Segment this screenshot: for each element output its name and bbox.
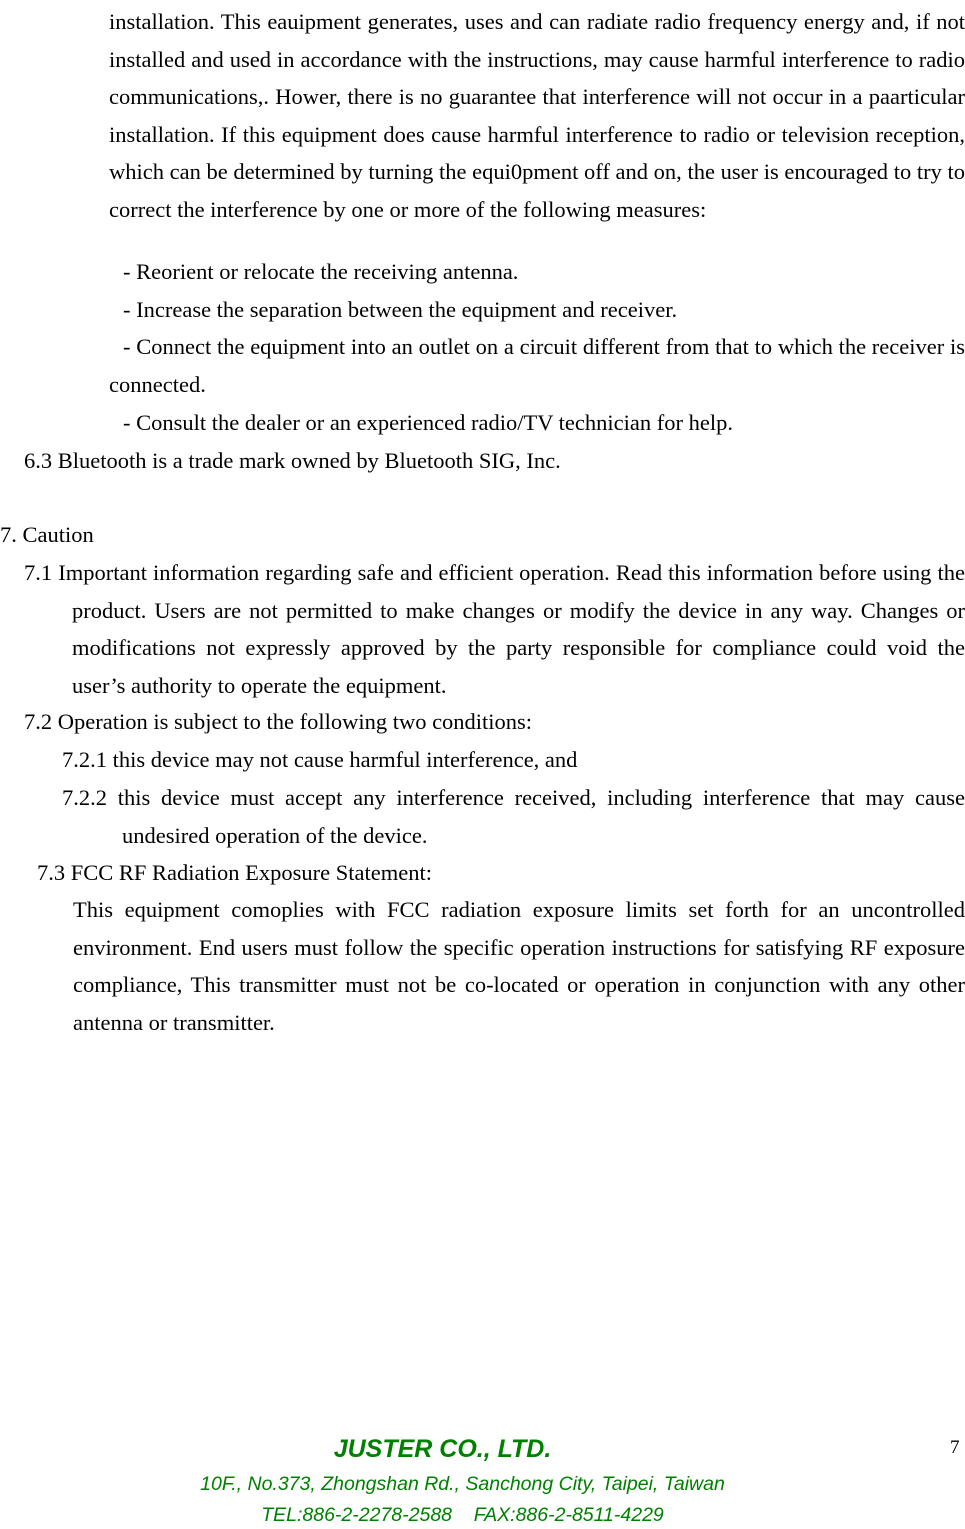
item-7-2-1: 7.2.1 this device may not cause harmful interference, and <box>62 747 578 772</box>
footer-address: 10F., No.373, Zhongshan Rd., Sanchong City, Taipei, Taiwan <box>200 1473 725 1495</box>
item-7-2: 7.2 Operation is subject to the following two conditions: <box>24 709 533 734</box>
measure-item: - Connect the equipment into an outlet on a circuit different from that to which the receiver is connected. <box>109 334 965 397</box>
measure-item: - Consult the dealer or an experienced radio/TV technician for help. <box>123 410 733 435</box>
item-7-3-body: This equipment comoplies with FCC radiation exposure limits set forth for an uncontrolled environment. End users must follow the specific operation instructions for satisfying RF exposure compliance, This transmitter must not be co-located or operation in conjunction with any other antenna or transmitter. <box>73 897 965 1035</box>
fcc-interference-paragraph: installation. This eauipment generates, uses and can radiate radio frequency energy and, if not installed and used in accordance with the instructions, may cause harmful interference to radio communications,. Hower, there is no guarantee that interference will not occur in a paarticular installation. If this equipment does cause harmful interference to radio or television reception, which can be determined by turning the equi0pment off and on, the user is encouraged to try to correct the interference by one or more of the following measures: <box>109 9 965 222</box>
item-7-2-2: 7.2.2 this device must accept any interference received, including interference that may cause undesired operation of the device. <box>62 785 965 848</box>
footer-contact: TEL:886-2-2278-2588 FAX:886-2-8511-4229 <box>261 1504 664 1526</box>
measure-item: - Reorient or relocate the receiving antenna. <box>123 259 519 284</box>
footer-company-name: JUSTER CO., LTD. <box>333 1435 552 1463</box>
measure-item: - Increase the separation between the equipment and receiver. <box>123 297 678 322</box>
item-6-3-bluetooth: 6.3 Bluetooth is a trade mark owned by Bluetooth SIG, Inc. <box>24 448 561 473</box>
page-number: 7 <box>950 1437 960 1458</box>
item-7-1: 7.1 Important information regarding safe and efficient operation. Read this information before using the product. Users are not permitted to make changes or modify the device in any way. Changes or modifications not expressly approved by the party responsible for compliance could void the user’s authority to operate the equipment. <box>24 560 965 698</box>
item-7-3-heading: 7.3 FCC RF Radiation Exposure Statement: <box>37 860 432 885</box>
section-7-heading: 7. Caution <box>0 522 94 547</box>
